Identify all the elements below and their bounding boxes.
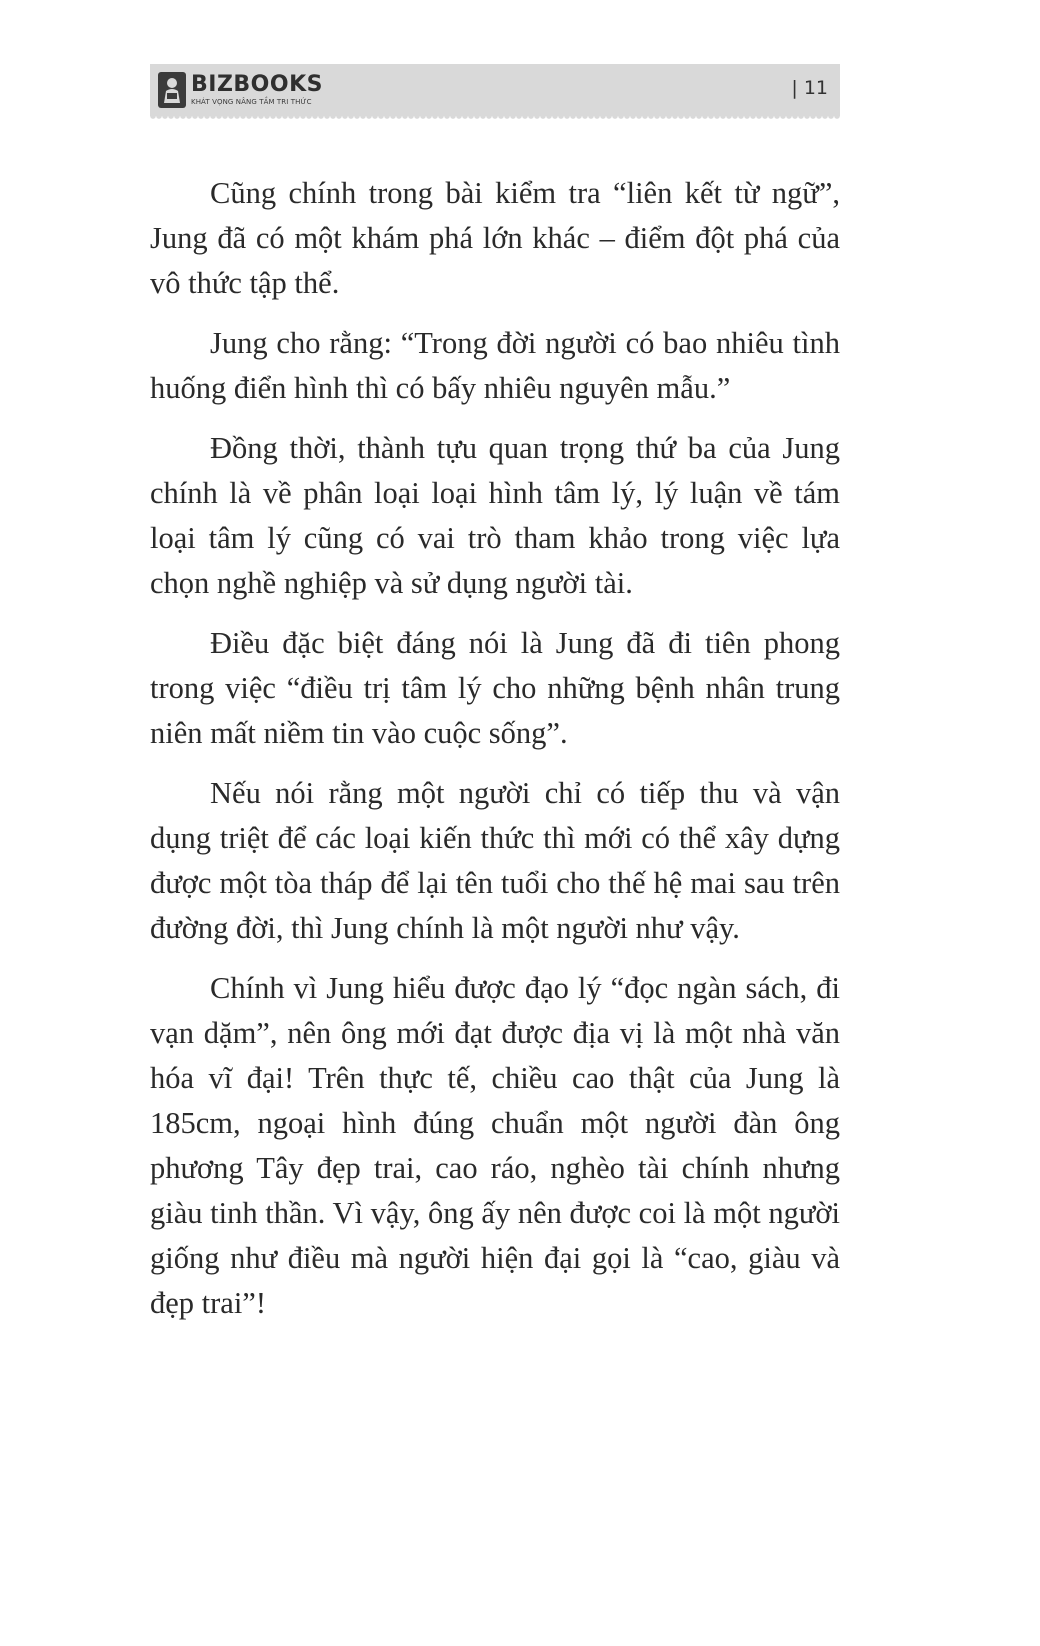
paragraph: Jung cho rằng: “Trong đời người có bao nhiêu tình huống điển hình thì có bấy nhiêu nguyên mẫu.” — [150, 326, 840, 405]
publisher-brand: BIZBOOKS — [191, 72, 323, 97]
publisher-tagline: KHÁT VỌNG NÂNG TẦM TRI THỨC — [191, 98, 312, 106]
paragraph: Đồng thời, thành tựu quan trọng thứ ba của Jung chính là về phân loại loại hình tâm lý, lý luận về tám loại tâm lý cũng có vai trò tham khảo trong việc lựa chọn nghề nghiệp và sử dụng người tài. — [150, 431, 840, 600]
book-reader-icon — [158, 72, 186, 108]
paragraph: Chính vì Jung hiểu được đạo lý “đọc ngàn sách, đi vạn dặm”, nên ông mới đạt được địa vị là một nhà văn hóa vĩ đại! Trên thực tế, chiều cao thật của Jung là 185cm, ngoại hình đúng chuẩn một người đàn ông phương Tây đẹp trai, cao ráo, nghèo tài chính nhưng giàu tinh thần. Vì vậy, ông ấy nên được coi là một người giống như điều mà người hiện đại gọi là “cao, giàu và đẹp trai”! — [150, 971, 840, 1320]
paragraph: Nếu nói rằng một người chỉ có tiếp thu và vận dụng triệt để các loại kiến thức thì mới có thể xây dựng được một tòa tháp để lại tên tuổi cho thế hệ mai sau trên đường đời, thì Jung chính là một người như vậy. — [150, 776, 840, 945]
page-number: | 11 — [791, 77, 828, 99]
paragraph: Cũng chính trong bài kiểm tra “liên kết từ ngữ”, Jung đã có một khám phá lớn khác – điểm đột phá của vô thức tập thể. — [150, 176, 840, 300]
running-header — [150, 64, 840, 116]
publisher-logo — [158, 72, 323, 108]
paragraph: Điều đặc biệt đáng nói là Jung đã đi tiên phong trong việc “điều trị tâm lý cho những bệnh nhân trung niên mất niềm tin vào cuộc sống”. — [150, 626, 840, 750]
body-text — [150, 171, 840, 1341]
